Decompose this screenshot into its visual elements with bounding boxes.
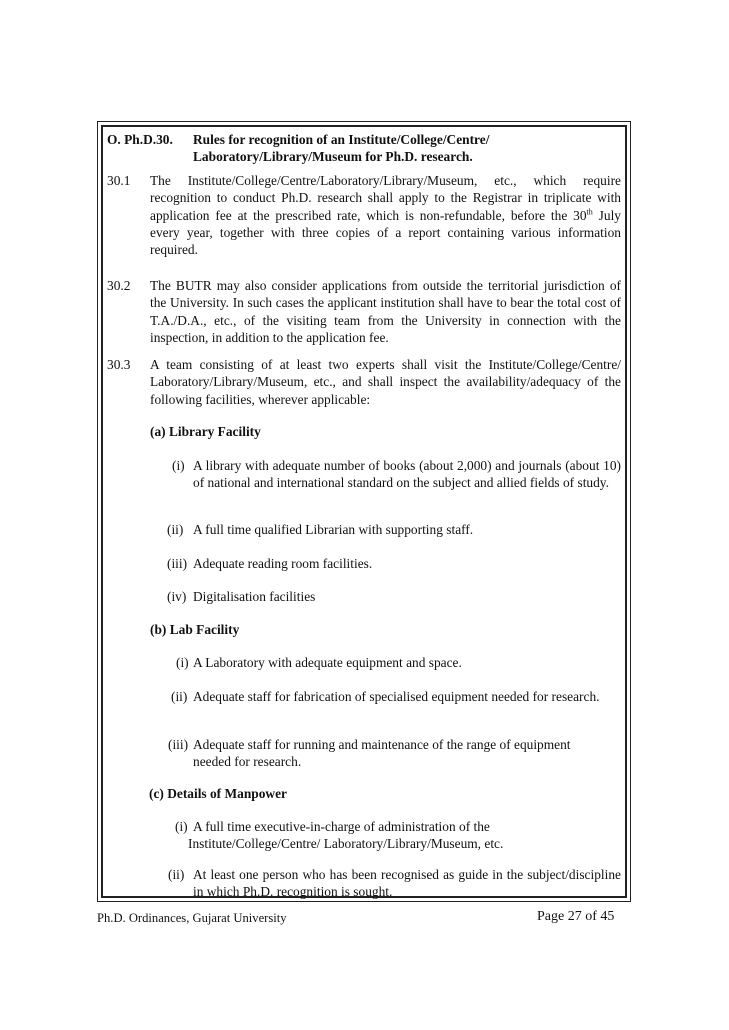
- item-label: (ii): [167, 522, 184, 537]
- item-label: (iii): [168, 737, 189, 752]
- ordinance-code: O. Ph.D.30.: [107, 132, 173, 147]
- library-item-2: [167, 521, 621, 538]
- item-label: (iv): [167, 589, 187, 604]
- section-title-library: (a) Library Facility: [150, 424, 261, 439]
- item-label: (ii): [171, 689, 188, 704]
- item-text: At least one person who has been recognised as guide in the subject/discipline in which Ph.D. recognition is sought.: [193, 867, 621, 899]
- item-label: (iii): [167, 556, 188, 571]
- library-item-4: [167, 588, 621, 605]
- section-title-manpower: (c) Details of Manpower: [149, 786, 287, 801]
- section-title-lab: (b) Lab Facility: [150, 622, 240, 637]
- clause-number: 30.1: [107, 173, 131, 188]
- lab-item-1: [176, 654, 621, 671]
- clause-number: 30.3: [107, 357, 131, 372]
- lab-item-3: [168, 736, 618, 770]
- ordinance-title-line1: Rules for recognition of an Institute/College/Centre/: [193, 132, 490, 147]
- item-text: A library with adequate number of books (about 2,000) and journals (about 10) of national and international standard on the subject and allied fields of study.: [193, 458, 621, 490]
- clause-text-part1: The Institute/College/Centre/Laboratory/Library/Museum, etc., which require recognition to conduct Ph.D. research shall apply to the Registrar in triplicate with application fee at the prescribed rate, which is non-refundable, before the 30: [150, 173, 621, 223]
- item-label: (i): [176, 655, 189, 670]
- footer-document-title: Ph.D. Ordinances, Gujarat University: [97, 911, 287, 925]
- manpower-item-1: [175, 818, 621, 852]
- item-text: A Laboratory with adequate equipment and space.: [193, 655, 462, 670]
- item-text: Adequate staff for fabrication of specialised equipment needed for research.: [193, 689, 600, 704]
- item-text: A full time qualified Librarian with supporting staff.: [193, 522, 474, 537]
- item-text-line2: Institute/College/Centre/ Laboratory/Library/Museum, etc.: [188, 836, 504, 851]
- library-item-3: [167, 555, 621, 572]
- item-text: Adequate staff for running and maintenance of the range of equipment needed for research.: [193, 737, 571, 769]
- clause-number: 30.2: [107, 278, 131, 293]
- item-text: Digitalisation facilities: [193, 589, 316, 604]
- footer-page-number: Page 27 of 45: [537, 909, 615, 924]
- item-label: (ii): [168, 867, 185, 882]
- item-label: (i): [175, 819, 188, 834]
- item-text: Adequate reading room facilities.: [193, 556, 373, 571]
- clause-text-part2: July every year, together with three copies of a report containing various information required.: [150, 207, 621, 258]
- ordinance-title: [193, 131, 613, 165]
- clause-text: The BUTR may also consider applications from outside the territorial jurisdiction of the University. In such cases the applicant institution shall have to bear the total cost of T.A./D.A., etc., of the visiting team from the University in connection with the inspection, in addition to the application fee.: [150, 278, 621, 345]
- clause-text: [150, 172, 621, 258]
- manpower-item-2: [168, 866, 621, 900]
- item-text-line1: A full time executive-in-charge of administration of the: [193, 819, 490, 834]
- lab-item-2: [171, 688, 621, 705]
- ordinance-title-line2: Laboratory/Library/Museum for Ph.D. research.: [193, 149, 473, 164]
- clause-text: A team consisting of at least two experts shall visit the Institute/College/Centre/ Laboratory/Library/Museum, etc., and shall inspect the availability/adequacy of the following facilities, wherever applicable:: [150, 357, 621, 407]
- ordinal-suffix: th: [586, 207, 593, 217]
- library-item-1: [172, 457, 621, 491]
- item-label: (i): [172, 458, 185, 473]
